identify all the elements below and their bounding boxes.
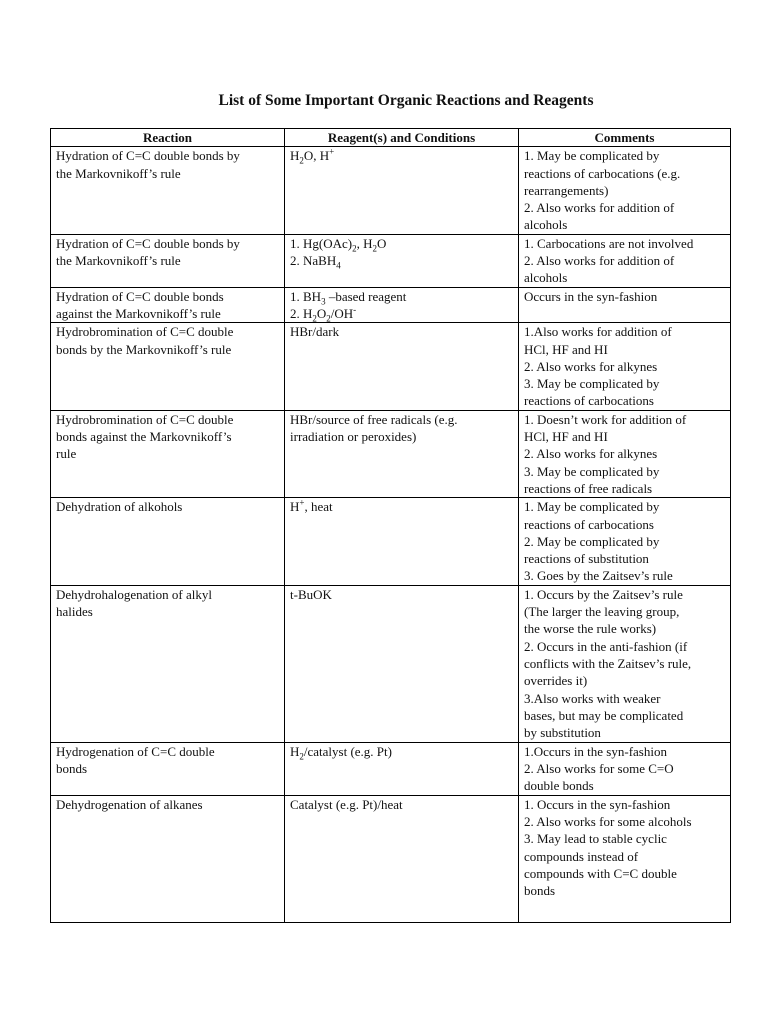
cell-line: the Markovnikoff’s rule (56, 253, 181, 269)
cell-line: 1. Occurs by the Zaitsev’s rule (524, 586, 683, 602)
cell-line: Hydrobromination of C=C double (56, 411, 234, 427)
cell-line: Dehydration of alkohols (56, 499, 183, 515)
cell-line: Occurs in the syn-fashion (524, 288, 658, 304)
cell-line: 1. May be complicated by (524, 148, 660, 164)
cell-line: bonds against the Markovnikoff’s (56, 429, 232, 445)
cell-line: 1. $BH_3$ –based reagent (290, 288, 407, 307)
cell-line: Catalyst (e.g. Pt)/heat (290, 796, 403, 812)
cell-line: rule (56, 446, 77, 462)
cell-line: bonds (524, 883, 556, 899)
cell-line: reactions of substitution (524, 551, 649, 567)
comments-cell (519, 323, 731, 410)
table-row (51, 795, 731, 922)
cell-line: Hydration of C=C double bonds (56, 288, 224, 304)
reagents-cell (285, 585, 519, 742)
cell-line: 1. $Hg(OAc)_2$, $H_2O$ (290, 235, 387, 254)
reaction-cell (51, 410, 285, 497)
cell-line: 2. Also works for alkynes (524, 446, 658, 462)
cell-line: 2. Also works for addition of (524, 253, 675, 269)
cell-line: 2. May be complicated by (524, 533, 660, 549)
document-title: List of Some Important Organic Reactions and Reagents (218, 92, 594, 109)
table-row (51, 498, 731, 585)
cell-line: conflicts with the Zaitsev’s rule, (524, 655, 692, 671)
cell-line: 1. Occurs in the syn-fashion (524, 796, 671, 812)
cell-line: 3. May lead to stable cyclic (524, 831, 667, 847)
cell-line: bonds by the Markovnikoff’s rule (56, 341, 232, 357)
cell-line: double bonds (524, 778, 594, 794)
cell-line: compounds with C=C double (524, 865, 677, 881)
cell-line: against the Markovnikoff’s rule (56, 305, 221, 321)
comments-cell (519, 795, 731, 922)
cell-line: 3. May be complicated by (524, 463, 660, 479)
cell-line: 1. Doesn’t work for addition of (524, 411, 687, 427)
cell-line: 2. Also works for alkynes (524, 358, 658, 374)
cell-line: reactions of carbocations (e.g. (524, 165, 681, 181)
reagents-cell (285, 287, 519, 323)
header-comments: Comments (519, 129, 731, 147)
cell-line: 3.Also works with weaker (524, 690, 661, 706)
reaction-cell (51, 585, 285, 742)
cell-line: Dehydrogenation of alkanes (56, 796, 203, 812)
cell-line: 3. May be complicated by (524, 376, 660, 392)
reaction-cell (51, 287, 285, 323)
reaction-cell (51, 795, 285, 922)
cell-line: Dehydrohalogenation of alkyl (56, 586, 212, 602)
cell-line: alcohols (524, 217, 568, 233)
cell-line: bonds (56, 761, 88, 777)
cell-line: irradiation or peroxides) (290, 429, 417, 445)
comments-cell (519, 585, 731, 742)
table-row (51, 742, 731, 795)
cell-line: 2. Also works for addition of (524, 200, 675, 216)
cell-line: $H_2O$, H+ (290, 146, 335, 166)
reaction-cell (51, 234, 285, 287)
reagents-cell (285, 323, 519, 410)
cell-line: compounds instead of (524, 848, 639, 864)
cell-line: 2. $H_2O_2/OH^-$ (290, 304, 357, 324)
header-reaction: Reaction (51, 129, 285, 147)
cell-line: 1. May be complicated by (524, 499, 660, 515)
comments-cell (519, 410, 731, 497)
cell-line: HBr/source of free radicals (e.g. (290, 411, 458, 427)
cell-line: (The larger the leaving group, (524, 604, 680, 620)
comments-cell (519, 498, 731, 585)
cell-line: the worse the rule works) (524, 621, 657, 637)
header-row (51, 129, 731, 147)
cell-line: 2. Also works for some alcohols (524, 814, 692, 830)
cell-line: overrides it) (524, 673, 588, 689)
reagents-cell (285, 498, 519, 585)
cell-line: Hydrogenation of C=C double (56, 743, 215, 759)
cell-line: 2. Occurs in the anti-fashion (if (524, 638, 688, 654)
cell-line: 2. Also works for some C=O (524, 761, 674, 777)
reaction-cell (51, 742, 285, 795)
reaction-cell (51, 498, 285, 585)
reaction-cell (51, 147, 285, 234)
cell-line: H+, heat (290, 497, 333, 515)
cell-line: 1.Occurs in the syn-fashion (524, 743, 667, 759)
cell-line: $H_2$/catalyst (e.g. Pt) (290, 743, 392, 762)
reagents-cell (285, 147, 519, 234)
cell-line: Hydration of C=C double bonds by (56, 235, 240, 251)
cell-line: Hydration of C=C double bonds by (56, 148, 240, 164)
cell-line: rearrangements) (524, 182, 609, 198)
cell-line: 2. NaBH$_4$ (290, 253, 341, 271)
reaction-cell (51, 323, 285, 410)
table-row (51, 147, 731, 234)
cell-line: by substitution (524, 725, 601, 741)
table-row (51, 287, 731, 323)
cell-line: Hydrobromination of C=C double (56, 324, 234, 340)
table-row (51, 585, 731, 742)
cell-line: HBr/dark (290, 324, 340, 340)
cell-line: 1.Also works for addition of (524, 324, 672, 340)
comments-cell (519, 147, 731, 234)
cell-line: the Markovnikoff’s rule (56, 165, 181, 181)
cell-line: reactions of carbocations (524, 393, 654, 409)
cell-line: t-BuOK (290, 586, 332, 602)
cell-line: HCl, HF and HI (524, 429, 608, 445)
cell-line: reactions of carbocations (524, 516, 654, 532)
cell-line: 3. Goes by the Zaitsev’s rule (524, 568, 673, 584)
cell-line: reactions of free radicals (524, 480, 653, 496)
table-row (51, 410, 731, 497)
comments-cell (519, 287, 731, 323)
comments-cell (519, 234, 731, 287)
cell-line: halides (56, 604, 93, 620)
table-row (51, 234, 731, 287)
reagents-cell (285, 410, 519, 497)
cell-line: HCl, HF and HI (524, 341, 608, 357)
cell-line: alcohols (524, 270, 568, 286)
reagents-cell (285, 234, 519, 287)
header-reagents: Reagent(s) and Conditions (285, 129, 519, 147)
comments-cell (519, 742, 731, 795)
table-row (51, 323, 731, 410)
reagents-cell (285, 742, 519, 795)
reagents-cell (285, 795, 519, 922)
cell-line: bases, but may be complicated (524, 707, 684, 723)
cell-line: 1. Carbocations are not involved (524, 235, 694, 251)
reactions-table (50, 128, 731, 923)
table-body (51, 147, 731, 922)
